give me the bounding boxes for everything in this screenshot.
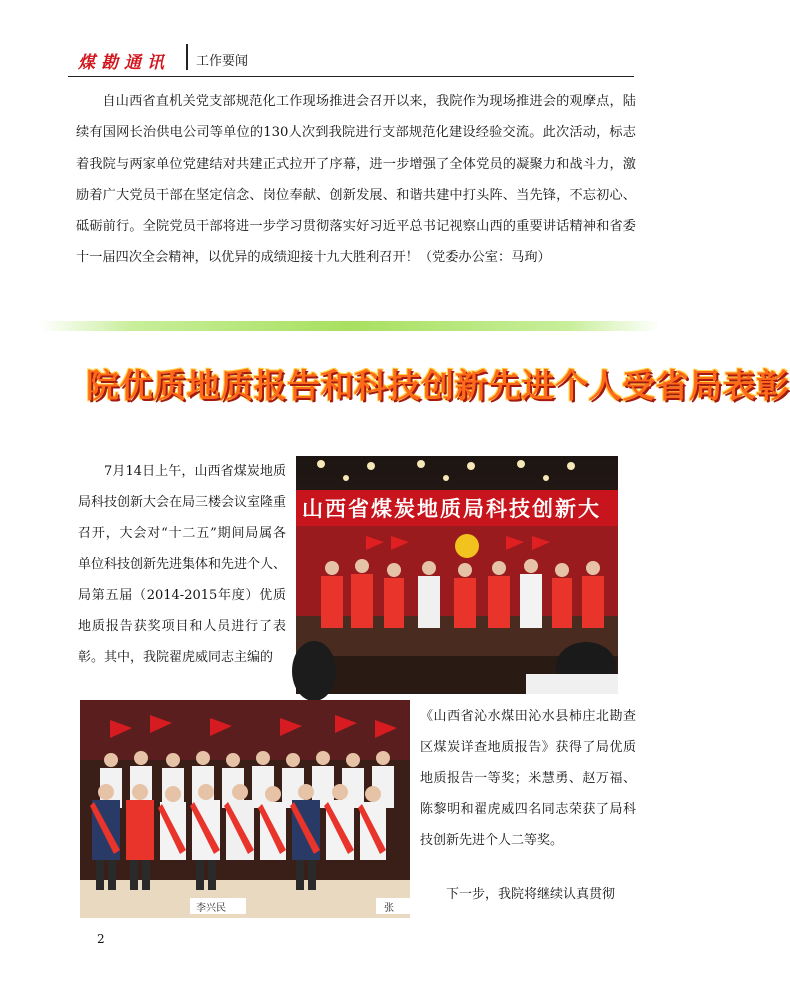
article2-paragraph-next: 下一步，我院将继续认真贯彻 <box>446 887 616 902</box>
page-number: 2 <box>97 932 105 946</box>
group-photo-awardees-image <box>80 700 410 918</box>
ceremony-photo-stage-image <box>296 456 618 694</box>
photo2-nameplate-1: 李兴民 <box>196 903 226 914</box>
ceremony-photo-stage <box>296 456 618 694</box>
article-headline: 院优质地质报告和科技创新先进个人受省局表彰 <box>86 366 790 405</box>
header-section: 工作要闻 <box>196 54 249 69</box>
header-rule <box>68 76 634 77</box>
photo1-banner-text: 山西省煤炭地质局科技创新大 <box>302 497 601 521</box>
group-photo-awardees <box>80 700 410 918</box>
article1-paragraph: 自山西省直机关党支部规范化工作现场推进会召开以来，我院作为现场推进会的观摩点，陆续有国网长治供电公司等单位的130人次到我院进行支部规范化建设经验交流。此次活动，标志着我院与两家单位党建结对共建正式拉开了序幕，进一步增强了全体党员的凝聚力和战斗力，激励着广大党员干部在坚定信念、岗位奉献、创新发展、和谐共建中打头阵、当先锋，不忘初心、砥砺前行。全院党员干部将进一步学习贯彻落实好习近平总书记视察山西的重要讲话精神和省委十一届四次全会精神，以优异的成绩迎接十九大胜利召开！（党委办公室：马珣） <box>76 94 636 266</box>
section-divider <box>40 321 660 331</box>
article2-paragraph-right: 《山西省沁水煤田沁水县柿庄北勘查区煤炭详查地质报告》获得了局优质地质报告一等奖；米慧勇、赵万福、陈黎明和翟虎威四名同志荣获了局科技创新先进个人二等奖。 <box>420 709 636 848</box>
photo2-nameplate-2: 张 <box>384 903 394 914</box>
header-brand: 煤勘通讯 <box>78 53 170 73</box>
header-separator <box>186 44 188 70</box>
article2-paragraph-left: 7月14日上午，山西省煤炭地质局科技创新大会在局三楼会议室隆重召开，大会对“十二五”期间局属各单位科技创新先进集体和先进个人、局第五届（2014-2015年度）优质地质报告获奖项目和人员进行了表彰。其中，我院翟虎威同志主编的 <box>78 464 287 665</box>
